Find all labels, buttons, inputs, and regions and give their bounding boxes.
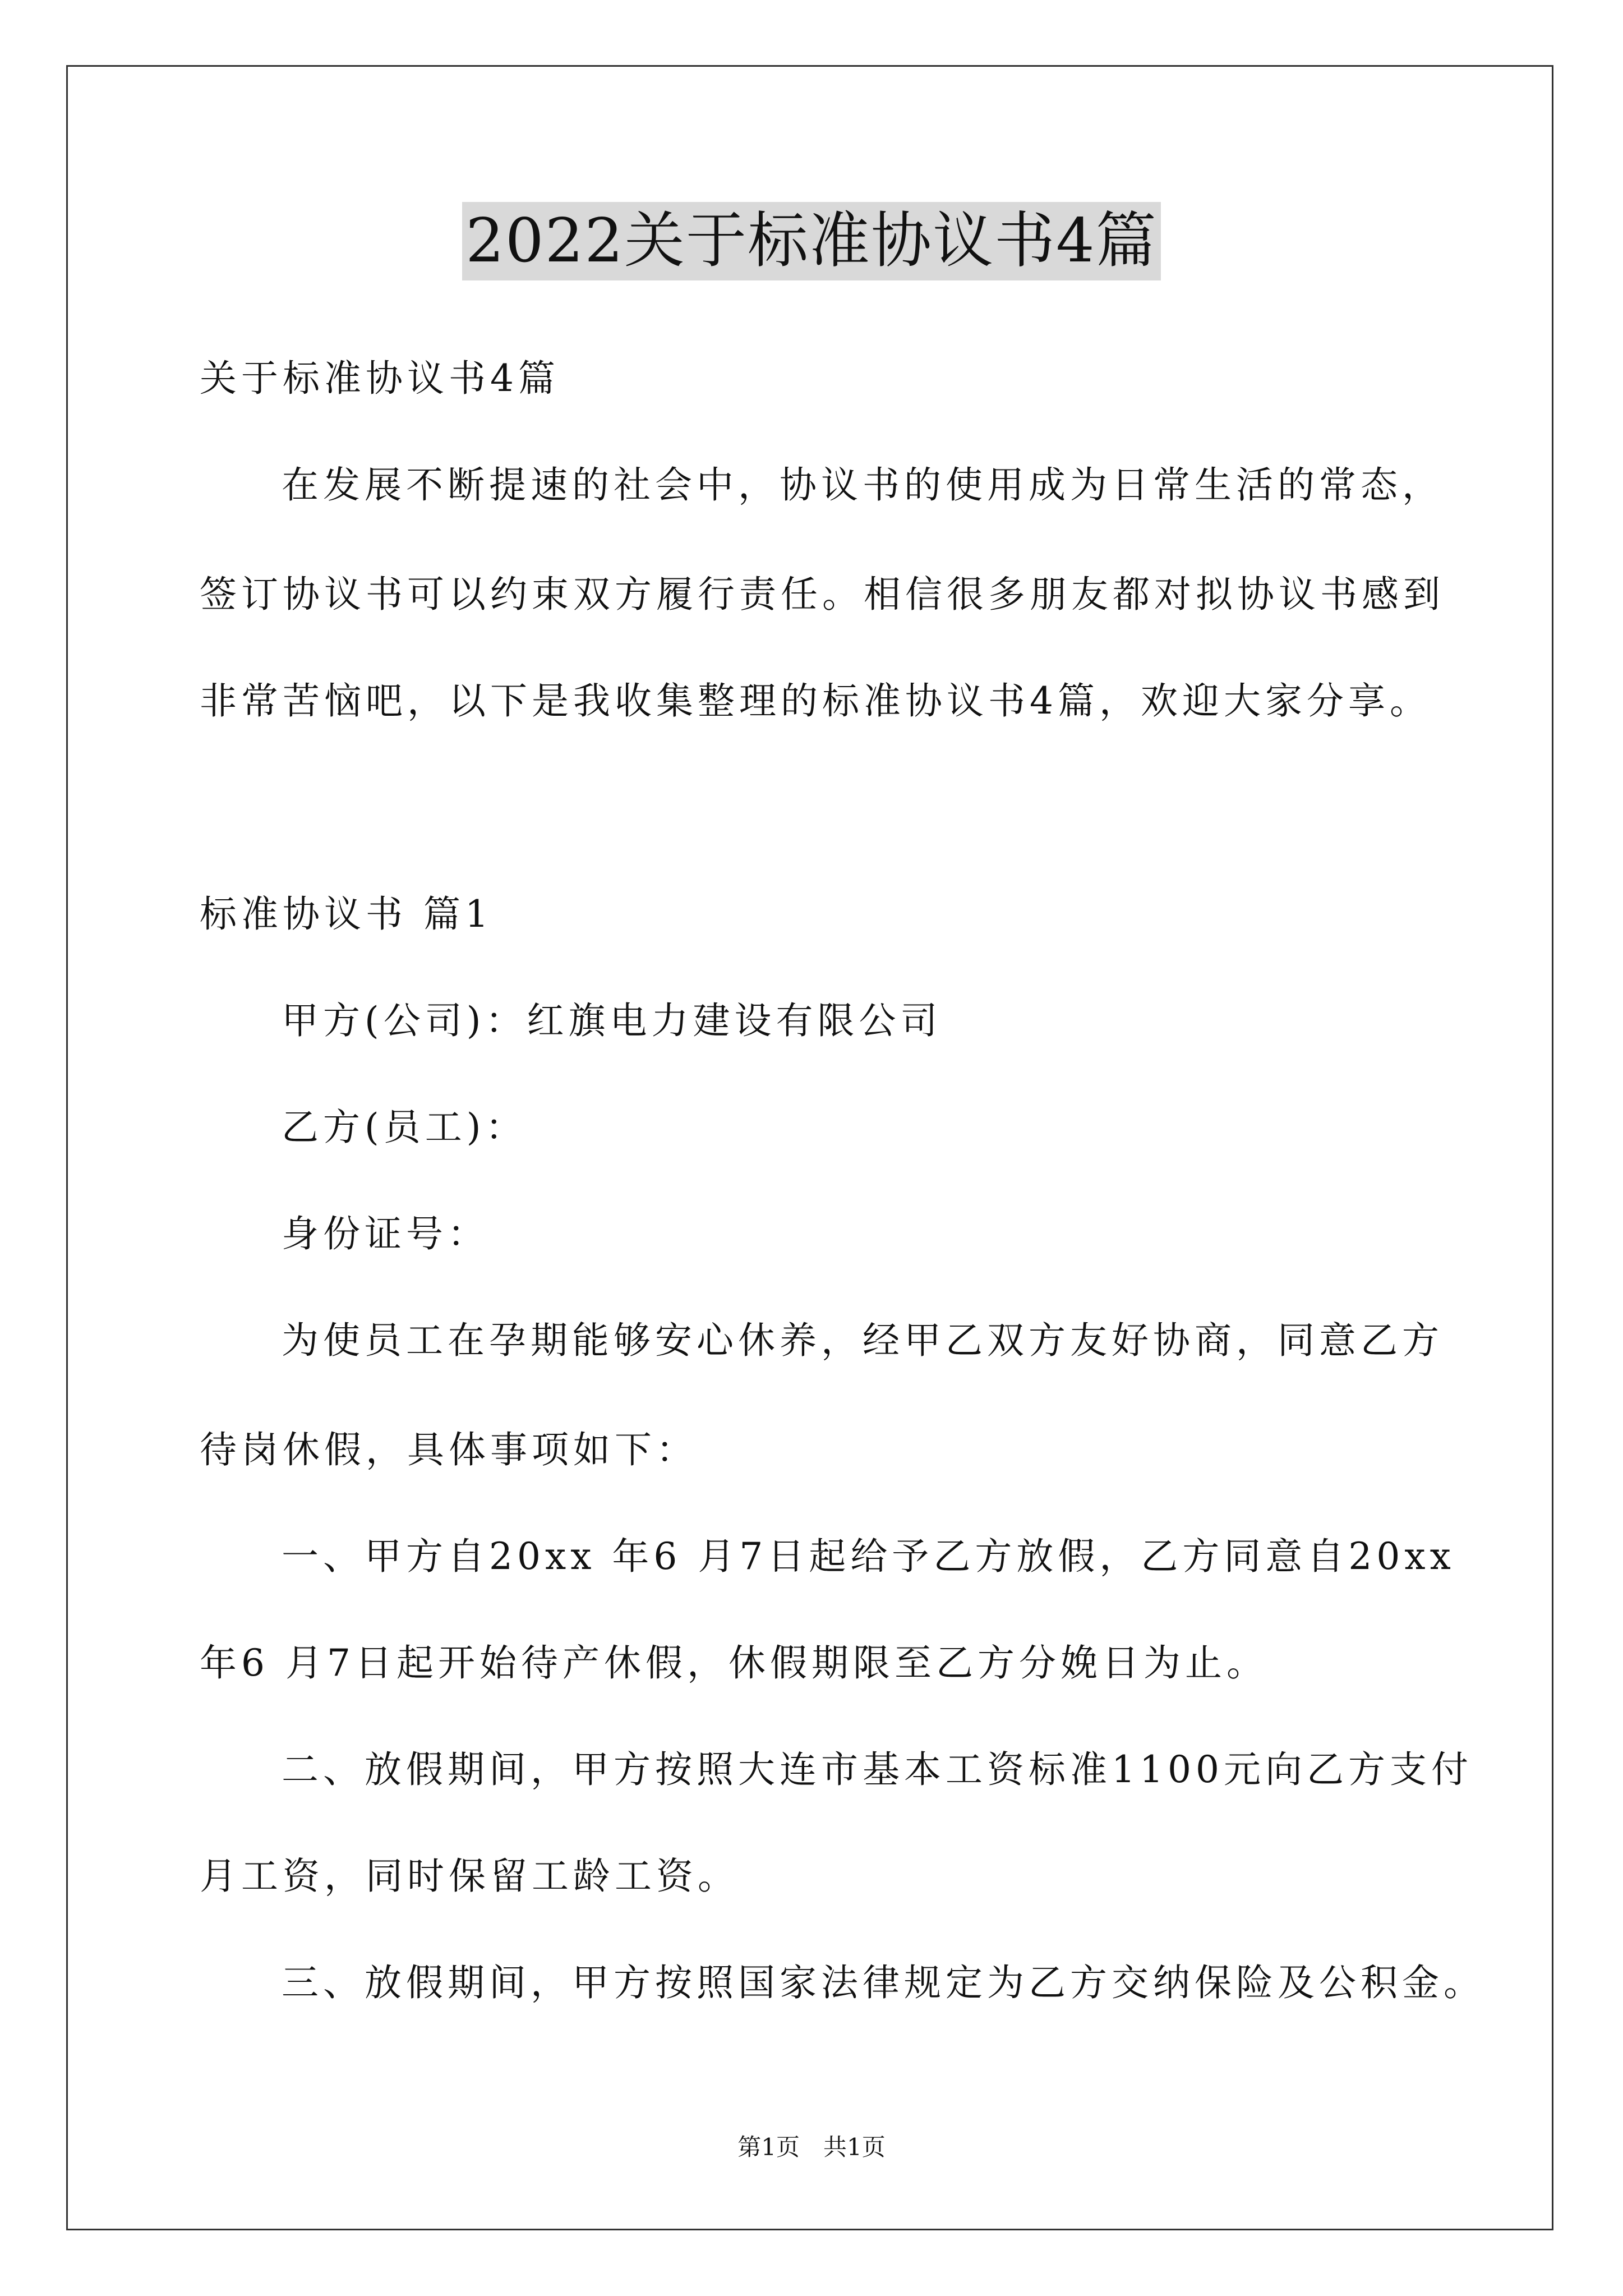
document-subtitle: 关于标准协议书4篇 bbox=[200, 357, 560, 400]
intro-line-3: 非常苦恼吧，以下是我收集整理的标准协议书4篇，欢迎大家分享。 bbox=[200, 679, 1431, 723]
document-title: 2022关于标准协议书4篇 bbox=[462, 202, 1161, 280]
intro-line-2: 签订协议书可以约束双方履行责任。相信很多朋友都对拟协议书感到 bbox=[200, 573, 1445, 616]
body-line-4: 年6 月7日起开始待产休假，休假期限至乙方分娩日为止。 bbox=[200, 1641, 1268, 1685]
body-line-1: 为使员工在孕期能够安心休养，经甲乙双方友好协商，同意乙方 bbox=[282, 1319, 1444, 1362]
section-heading: 标准协议书 篇1 bbox=[200, 892, 493, 936]
id-number-line: 身份证号： bbox=[282, 1212, 489, 1255]
title-container bbox=[0, 202, 1623, 280]
party-a-line: 甲方(公司)：红旗电力建设有限公司 bbox=[282, 999, 942, 1042]
party-b-line: 乙方(员工)： bbox=[282, 1106, 527, 1149]
body-line-3: 一、甲方自20xx 年6 月7日起给予乙方放假，乙方同意自20xx bbox=[282, 1535, 1455, 1578]
body-line-6: 月工资，同时保留工龄工资。 bbox=[200, 1855, 739, 1898]
page-footer: 第1页 共1页 bbox=[737, 2133, 886, 2161]
body-line-5: 二、放假期间，甲方按照大连市基本工资标准1100元向乙方支付 bbox=[282, 1748, 1473, 1791]
intro-line-1: 在发展不断提速的社会中，协议书的使用成为日常生活的常态， bbox=[282, 463, 1444, 507]
body-line-7: 三、放假期间，甲方按照国家法律规定为乙方交纳保险及公积金。 bbox=[282, 1961, 1485, 2004]
body-line-2: 待岗休假，具体事项如下： bbox=[200, 1428, 698, 1471]
